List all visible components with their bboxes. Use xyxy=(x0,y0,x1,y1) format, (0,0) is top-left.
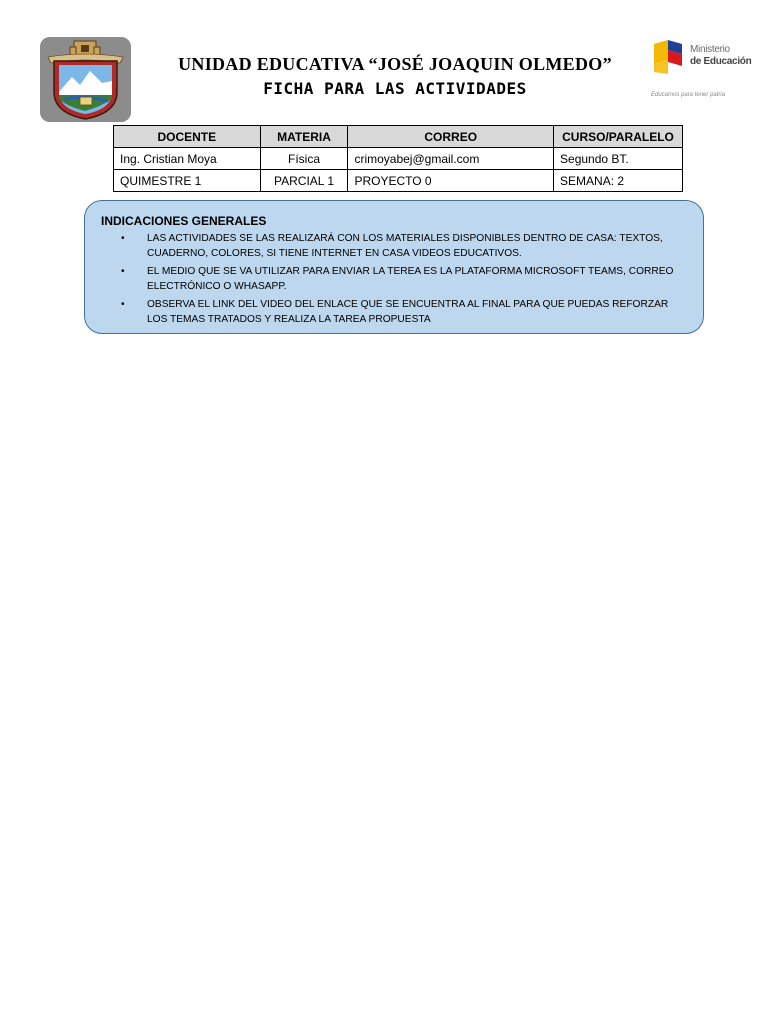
instruction-text: OBSERVA EL LINK DEL VIDEO DEL ENLACE QUE SE ENCUENTRA AL FINAL PARA QUE PUEDAS REFORZAR LOS TEMAS TRATADOS Y REALIZA LA TAREA PROPUESTA xyxy=(147,299,669,325)
bullet-icon: • xyxy=(121,266,125,277)
ministry-tagline: Educamos para tener patria xyxy=(651,92,726,98)
table-row xyxy=(114,148,683,170)
header-correo: CORREO xyxy=(348,126,554,148)
school-crest-logo xyxy=(40,37,131,122)
bullet-icon: • xyxy=(121,299,125,310)
instruction-text: LAS ACTIVIDADES SE LAS REALIZARÁ CON LOS MATERIALES DISPONIBLES DENTRO DE CASA: TEXTOS, CUADERNO, COLORES, SI TIENE INTERNET EN CASA VIDEOS EDUCATIVOS. xyxy=(147,233,663,259)
cell-parcial: PARCIAL 1 xyxy=(260,170,348,192)
instruction-text: EL MEDIO QUE SE VA UTILIZAR PARA ENVIAR LA TEREA ES LA PLATAFORMA MICROSOFT TEAMS, CORREO ELECTRÓNICO O WHASAPP. xyxy=(147,266,674,292)
list-item xyxy=(101,264,691,294)
header-docente: DOCENTE xyxy=(114,126,261,148)
general-instructions-box xyxy=(84,200,704,334)
cell-correo: crimoyabej@gmail.com xyxy=(348,148,554,170)
list-item xyxy=(101,231,691,261)
table-header-row xyxy=(114,126,683,148)
ministry-name xyxy=(690,44,751,68)
instructions-title: INDICACIONES GENERALES xyxy=(101,214,267,228)
bullet-icon: • xyxy=(121,233,125,244)
cell-quimestre: QUIMESTRE 1 xyxy=(114,170,261,192)
header-materia: MATERIA xyxy=(260,126,348,148)
ministry-flag-icon xyxy=(648,38,688,78)
cell-materia: Física xyxy=(260,148,348,170)
school-crest-icon xyxy=(40,37,131,122)
cell-curso: Segundo BT. xyxy=(554,148,683,170)
course-info-table xyxy=(113,125,683,192)
cell-docente: Ing. Cristian Moya xyxy=(114,148,261,170)
document-subtitle: FICHA PARA LAS ACTIVIDADES xyxy=(263,79,527,98)
table-row xyxy=(114,170,683,192)
ministry-line-2: de Educación xyxy=(690,56,752,67)
list-item xyxy=(101,297,691,327)
instructions-list xyxy=(101,231,691,330)
cell-semana: SEMANA: 2 xyxy=(554,170,683,192)
school-name-title: UNIDAD EDUCATIVA “JOSÉ JOAQUIN OLMEDO” xyxy=(178,54,612,74)
header-curso-paralelo: CURSO/PARALELO xyxy=(554,126,683,148)
cell-proyecto: PROYECTO 0 xyxy=(348,170,554,192)
ministry-line-1: Ministerio xyxy=(690,44,730,55)
